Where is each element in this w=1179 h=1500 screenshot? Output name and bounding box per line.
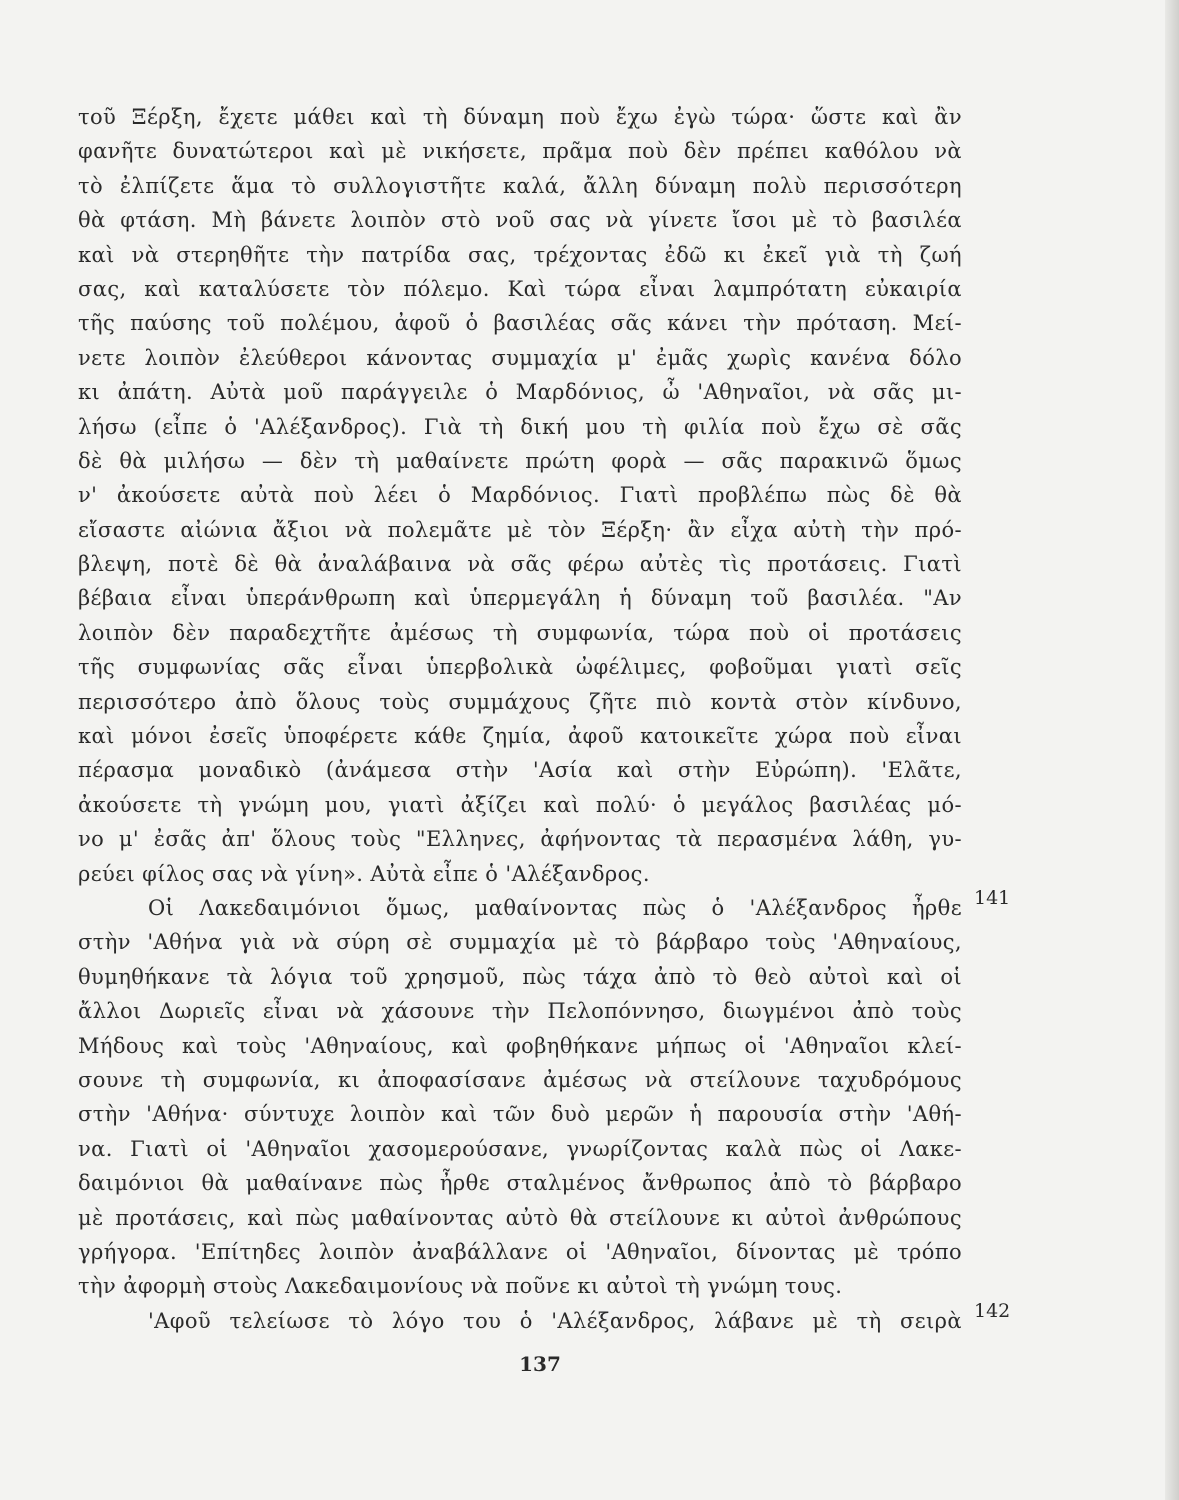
text-line: τὴν ἀφορμὴ στοὺς Λακεδαιμονίους νὰ ποῦνε κι αὐτοὶ τὴ γνώμη τους. [78,1274,843,1299]
text-line: θυμηθήκανε τὰ λόγια τοῦ χρησμοῦ, πὼς τάχα ἀπὸ τὸ θεὸ αὐτοὶ καὶ οἱ [78,964,962,989]
text-line: βλεψη, ποτὲ δὲ θὰ ἀναλάβαινα νὰ σᾶς φέρω αὐτὲς τὶς προτάσεις. Γιατὶ [78,552,962,577]
text-line: Οἱ Λακεδαιμόνιοι ὅμως, μαθαίνοντας πὼς ὁ 'Αλέξανδρος ἦρθε [148,895,962,920]
text-line: δαιμόνιοι θὰ μαθαίνανε πὼς ἦρθε σταλμένος ἄνθρωπος ἀπὸ τὸ βάρβαρο [78,1171,962,1196]
text-line: να. Γιατὶ οἱ 'Αθηναῖοι χασομερούσανε, γνωρίζοντας καλὰ πὼς οἱ Λακε- [78,1136,962,1161]
text-line: τὸ ἐλπίζετε ἅμα τὸ συλλογιστῆτε καλά, ἄλλη δύναμη πολὺ περισσότερη [78,173,962,198]
margin-chapter-number: 142 [974,1300,1011,1322]
text-line: φανῆτε δυνατώτεροι καὶ μὲ νικήσετε, πρᾶμα ποὺ δὲν πρέπει καθόλου νὰ [78,139,962,164]
text-line: Μήδους καὶ τοὺς 'Αθηναίους, καὶ φοβηθήκανε μήπως οἱ 'Αθηναῖοι κλεί- [78,1033,962,1058]
text-line: βέβαια εἶναι ὑπεράνθρωπη καὶ ὑπερμεγάλη ἡ δύναμη τοῦ βασιλέα. "Αν [78,586,962,611]
text-line: πέρασμα μοναδικὸ (ἀνάμεσα στὴν 'Ασία καὶ στὴν Εὐρώπη). 'Ελᾶτε, [78,758,962,783]
text-line: τῆς συμφωνίας σᾶς εἶναι ὑπερβολικὰ ὠφέλιμες, φοβοῦμαι γιατὶ σεῖς [78,655,962,680]
text-line: 'Αφοῦ τελείωσε τὸ λόγο του ὁ 'Αλέξανδρος, λάβανε μὲ τὴ σειρὰ [148,1308,962,1333]
text-line: καὶ νὰ στερηθῆτε τὴν πατρίδα σας, τρέχοντας ἐδῶ κι ἐκεῖ γιὰ τὴ ζωή [78,242,962,267]
text-line: νο μ' ἐσᾶς ἀπ' ὅλους τοὺς "Ελληνες, ἀφήνοντας τὰ περασμένα λάθη, γυ- [78,827,962,852]
body-text [78,100,962,1338]
text-line: στὴν 'Αθήνα γιὰ νὰ σύρη σὲ συμμαχία μὲ τὸ βάρβαρο τοὺς 'Αθηναίους, [78,930,962,955]
text-line: περισσότερο ἀπὸ ὅλους τοὺς συμμάχους ζῆτε πιὸ κοντὰ στὸν κίνδυνο, [78,689,962,714]
text-line: στὴν 'Αθήνα· σύντυχε λοιπὸν καὶ τῶν δυὸ μερῶν ἡ παρουσία στὴν 'Αθή- [78,1102,962,1127]
text-line: ἄλλοι Δωριεῖς εἶναι νὰ χάσουνε τὴν Πελοπόννησο, διωγμένοι ἀπὸ τοὺς [78,999,962,1024]
text-line: σουνε τὴ συμφωνία, κι ἀποφασίσανε ἀμέσως νὰ στείλουνε ταχυδρόμους [78,1067,962,1092]
text-line: ἀκούσετε τὴ γνώμη μου, γιατὶ ἀξίζει καὶ πολύ· ὁ μεγάλος βασιλέας μό- [78,792,962,817]
text-line: νετε λοιπὸν ἐλεύθεροι κάνοντας συμμαχία μ' ἐμᾶς χωρὶς κανένα δόλο [78,345,962,370]
text-line: λήσω (εἶπε ὁ 'Αλέξανδρος). Γιὰ τὴ δική μου τὴ φιλία ποὺ ἔχω σὲ σᾶς [78,414,962,439]
text-line: μὲ προτάσεις, καὶ πὼς μαθαίνοντας αὐτὸ θὰ στείλουνε κι αὐτοὶ ἀνθρώπους [78,1205,962,1230]
text-line: δὲ θὰ μιλήσω — δὲν τὴ μαθαίνετε πρώτη φορὰ — σᾶς παρακινῶ ὅμως [78,448,962,473]
text-line: σας, καὶ καταλύσετε τὸν πόλεμο. Καὶ τώρα εἶναι λαμπρότατη εὐκαιρία [78,276,962,301]
text-line: λοιπὸν δὲν παραδεχτῆτε ἀμέσως τὴ συμφωνία, τώρα ποὺ οἱ προτάσεις [78,620,962,645]
page-number: 137 [519,1352,561,1376]
text-line: ρεύει φίλος σας νὰ γίνη». Αὐτὰ εἶπε ὁ 'Αλέξανδρος. [78,861,650,886]
text-line: κι ἀπάτη. Αὐτὰ μοῦ παράγγειλε ὁ Μαρδόνιος, ὦ 'Αθηναῖοι, νὰ σᾶς μι- [78,380,962,405]
text-line: θὰ φτάση. Μὴ βάνετε λοιπὸν στὸ νοῦ σας νὰ γίνετε ἴσοι μὲ τὸ βασιλέα [78,208,962,233]
margin-chapter-number: 141 [974,887,1011,909]
text-line: καὶ μόνοι ἐσεῖς ὑποφέρετε κάθε ζημία, ἀφοῦ κατοικεῖτε χώρα ποὺ εἶναι [78,724,962,749]
text-line: γρήγορα. 'Επίτηδες λοιπὸν ἀναβάλλανε οἱ 'Αθηναῖοι, δίνοντας μὲ τρόπο [78,1239,962,1264]
text-line: τοῦ Ξέρξη, ἔχετε μάθει καὶ τὴ δύναμη ποὺ ἔχω ἐγὼ τώρα· ὥστε καὶ ἂν [78,105,962,129]
text-line: εἴσαστε αἰώνια ἄξιοι νὰ πολεμᾶτε μὲ τὸν Ξέρξη· ἂν εἶχα αὐτὴ τὴν πρό- [78,517,962,542]
text-line: τῆς παύσης τοῦ πολέμου, ἀφοῦ ὁ βασιλέας σᾶς κάνει τὴν πρόταση. Μεί- [78,311,962,336]
text-line: ν' ἀκούσετε αὐτὰ ποὺ λέει ὁ Μαρδόνιος. Γιατὶ προβλέπω πὼς δὲ θὰ [78,483,962,508]
